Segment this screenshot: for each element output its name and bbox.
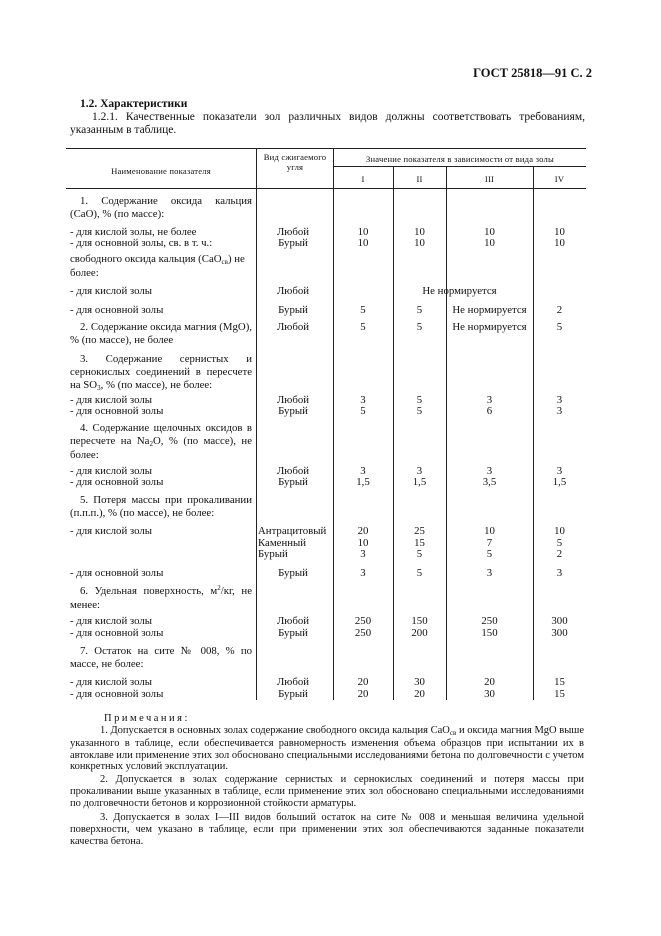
value-cell: 3 — [486, 567, 493, 579]
header-fuel-type: Вид сжигаемого угля — [263, 152, 327, 172]
fuel-type-cell: Любой — [276, 226, 310, 238]
row-label: - для основной золы — [70, 476, 164, 488]
value-cell: 150 — [481, 627, 498, 639]
section-title: 1.2. Характеристики — [80, 98, 188, 110]
text-sub: св — [449, 729, 457, 737]
fuel-type-cell: Любой — [276, 394, 310, 406]
value-cell: 6 — [486, 405, 493, 417]
value-cell: 3 — [416, 465, 423, 477]
value-cell: 10 — [554, 237, 565, 249]
value-cell: 5 — [556, 537, 563, 549]
value-cell: 20 — [357, 688, 369, 700]
value-cell: 3 — [486, 465, 493, 477]
fuel-type-cell: Бурый — [278, 627, 308, 639]
text-sub: св — [221, 258, 228, 266]
text-sup: 2 — [217, 584, 221, 592]
value-cell: 20 — [414, 688, 425, 700]
row-label: - для кислой золы — [70, 465, 153, 477]
row-7-title: 7. Остаток на сите № 008, % по массе, не более: — [70, 645, 252, 670]
fuel-type-cell: Бурый — [278, 237, 308, 249]
value-cell: 10 — [357, 226, 369, 238]
row-label: - для кислой золы — [70, 525, 153, 537]
note-1 — [70, 725, 584, 773]
fuel-type-cell: Каменный — [258, 537, 307, 549]
value-cell: 5 — [416, 304, 423, 316]
header-col-4: IV — [554, 174, 565, 184]
row-1-free-cao — [70, 253, 252, 280]
value-cell: 15 — [414, 537, 425, 549]
fuel-type-cell: Любой — [276, 615, 310, 627]
value-cell: 1,5 — [412, 476, 427, 488]
fuel-type-cell: Бурый — [278, 688, 308, 700]
row-6-title — [70, 585, 252, 612]
value-cell: 5 — [416, 321, 423, 333]
value-group-rule — [333, 166, 586, 167]
fuel-type-cell: Бурый — [278, 405, 308, 417]
row-label: - для основной золы — [70, 405, 164, 417]
value-cell: 5 — [360, 321, 366, 333]
value-cell: 15 — [554, 676, 565, 688]
note-3: 3. Допускается в золах I—III видов больший остаток на сите № 008 и меньшая величина удельной поверхности, чем указано в таблице, если при применении этих зол обеспечиваются заданные показатели качества бетона. — [70, 812, 584, 847]
row-2-title: 2. Содержание оксида магния (MgO), % (по массе), не более — [70, 321, 252, 346]
value-cell: 250 — [481, 615, 498, 627]
value-cell: 15 — [554, 688, 565, 700]
value-cell: 150 — [411, 615, 428, 627]
page-header: ГОСТ 25818—91 С. 2 — [473, 66, 592, 80]
row-label: - для основной золы — [70, 304, 164, 316]
value-cell: 10 — [357, 537, 369, 549]
row-label: - для основной золы — [70, 688, 164, 700]
text-post: и оксида магния MgO выше указанного в таблице, если обеспечивается равномерность изменения объема образцов при испытании их в автоклаве или применение этих зол обосновано специальными исследованиями бетона по долговечности с учетом конкретных условий эксплуатации. — [70, 725, 584, 773]
value-cell: 300 — [551, 627, 568, 639]
value-cell: 3 — [556, 405, 563, 417]
value-cell: 3 — [360, 548, 366, 560]
value-cell: 25 — [414, 525, 425, 537]
value-cell: 3 — [360, 394, 366, 406]
notes-heading: Примечания: — [104, 713, 190, 724]
row-label: - для кислой золы, не более — [70, 226, 197, 238]
fuel-type-cell: Любой — [276, 676, 310, 688]
row-label: - для основной золы — [70, 567, 164, 579]
text-post: ) не более: — [70, 253, 245, 279]
intro-paragraph: 1.2.1. Качественные показатели зол различных видов должны соответствовать требованиям, указанным в таблице. — [70, 111, 585, 136]
text-pre: 1. Допускается в основных золах содержание свободного оксида кальция CaO — [100, 725, 450, 736]
fuel-type-cell: Бурый — [278, 476, 308, 488]
header-indicator-name: Наименование показателя — [111, 166, 211, 176]
fuel-type-cell: Любой — [276, 465, 310, 477]
value-cell: Не нормируется — [452, 321, 527, 333]
value-cell: 5 — [416, 548, 423, 560]
value-cell: 250 — [354, 627, 372, 639]
fuel-type-cell: Бурый — [278, 567, 308, 579]
value-cell: 10 — [357, 237, 369, 249]
value-cell: 5 — [486, 548, 493, 560]
value-cell: 5 — [556, 321, 563, 333]
fuel-type-cell: Любой — [276, 321, 310, 333]
value-cell: 10 — [484, 237, 495, 249]
value-cell: 3 — [556, 394, 563, 406]
value-cell: 20 — [357, 525, 369, 537]
text-post: O, % (по массе), не более: — [70, 435, 252, 461]
value-cell: 200 — [411, 627, 428, 639]
text-post: , % (по массе), не более: — [100, 379, 213, 391]
fuel-type-cell: Любой — [276, 285, 310, 297]
header-col-1: I — [361, 174, 365, 184]
value-cell: 3 — [360, 567, 366, 579]
value-cell: 10 — [484, 226, 495, 238]
value-cell: 3,5 — [482, 476, 497, 488]
fuel-type-cell: Бурый — [258, 548, 288, 560]
row-label: - для кислой золы — [70, 676, 153, 688]
value-cell: 30 — [484, 688, 495, 700]
value-cell: 3 — [556, 567, 563, 579]
row-label: - для кислой золы — [70, 285, 153, 297]
table-top-rule — [66, 148, 586, 149]
value-cell: 20 — [484, 676, 495, 688]
row-label: - для кислой золы — [70, 394, 153, 406]
value-cell: 5 — [360, 405, 366, 417]
header-bottom-rule — [66, 188, 586, 189]
value-cell: 30 — [414, 676, 425, 688]
value-cell: 7 — [486, 537, 493, 549]
row-label: - для основной золы — [70, 627, 164, 639]
value-cell: Не нормируется — [452, 304, 527, 316]
value-cell: 3 — [486, 394, 493, 406]
text-post: /кг, не менее: — [70, 585, 252, 611]
value-cell: 20 — [357, 676, 369, 688]
text-pre: 4. Содержание щелочных оксидов в пересчете на Na — [70, 422, 252, 447]
fuel-type-cell: Антрацитовый — [258, 525, 327, 537]
text-sub: 2 — [149, 440, 153, 448]
value-cell: 3 — [556, 465, 563, 477]
text-sub: 3 — [97, 384, 101, 392]
value-cell: 10 — [414, 226, 425, 238]
text-pre: 3. Содержание сернистых и сернокислых соединений в пересчете на SO — [70, 353, 252, 391]
value-cell: 10 — [484, 525, 495, 537]
row-label: - для кислой золы — [70, 615, 153, 627]
header-value-group: Значение показателя в зависимости от вида золы — [366, 154, 554, 164]
row-5-title: 5. Потеря массы при прокаливании (п.п.п.), % (по массе), не более: — [70, 494, 252, 519]
value-cell: 250 — [354, 615, 372, 627]
row-4-title — [70, 422, 252, 462]
value-cell: 1,5 — [552, 476, 567, 488]
value-cell: 5 — [416, 394, 423, 406]
value-cell: 2 — [556, 548, 563, 560]
value-cell: 300 — [551, 615, 568, 627]
value-cell: 2 — [556, 304, 563, 316]
value-cell: 5 — [360, 304, 366, 316]
value-span-cell: Не нормируется — [422, 285, 497, 297]
row-1-title: 1. Содержание оксида кальция (CaO), % (по массе): — [70, 195, 252, 220]
value-cell: 10 — [554, 525, 565, 537]
note-2: 2. Допускается в золах содержание сернистых и сернокислых соединений и потеря массы при прокаливании выше указанных в таблице, если применение этих зол обосновано специальными исследованиями по долговечности бетонов и коррозионной стойкости арматуры. — [70, 774, 584, 809]
fuel-type-cell: Бурый — [278, 304, 308, 316]
row-3-title — [70, 353, 252, 393]
header-col-2: II — [416, 174, 423, 184]
row-label: - для основной золы, св. в т. ч.: — [70, 237, 213, 249]
value-cell: 5 — [416, 405, 423, 417]
value-cell: 1,5 — [356, 476, 370, 488]
value-cell: 10 — [414, 237, 425, 249]
value-cell: 10 — [554, 226, 565, 238]
text-pre: свободного оксида кальция (CaO — [70, 253, 222, 265]
text-pre: 6. Удельная поверхность, м — [80, 585, 218, 597]
value-cell: 5 — [416, 567, 423, 579]
header-col-3: III — [484, 174, 495, 184]
value-cell: 3 — [360, 465, 366, 477]
